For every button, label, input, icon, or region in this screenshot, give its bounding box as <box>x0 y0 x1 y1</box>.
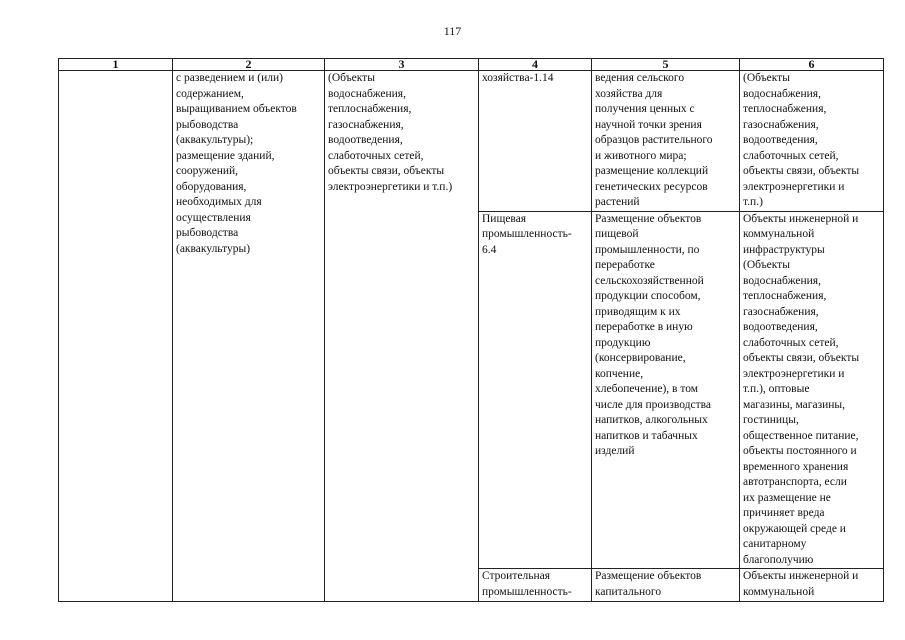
header-col-2: 2 <box>173 59 325 71</box>
cell-use-description: Размещение объектов капитального <box>592 569 740 602</box>
cell-auxiliary-objects: (Объекты водоснабжения, теплоснабжения, газоснабжения, водоотведения, слаботочных сетей, объекты связи, объекты электроэнергетики и т.п.) <box>325 71 479 602</box>
header-col-3: 3 <box>325 59 479 71</box>
header-col-5: 5 <box>592 59 740 71</box>
cell-permitted-use-description: с разведением и (или) содержанием, выращиванием объектов рыбоводства (аквакультуры); размещение зданий, сооружений, оборудования, необходимых для осуществления рыбоводства (аквакультуры) <box>173 71 325 602</box>
header-col-1: 1 <box>59 59 173 71</box>
cell-related-objects: Объекты инженерной и коммунальной <box>740 569 884 602</box>
cell-col1 <box>59 71 173 602</box>
cell-use-description: ведения сельского хозяйства для получения ценных с научной точки зрения образцов растительного и животного мира; размещение коллекций генетических ресурсов растений <box>592 71 740 212</box>
table-row <box>59 71 884 212</box>
cell-related-objects: (Объекты водоснабжения, теплоснабжения, газоснабжения, водоотведения, слаботочных сетей, объекты связи, объекты электроэнергетики и т.п.) <box>740 71 884 212</box>
cell-use-code: Строительная промышленность- <box>479 569 592 602</box>
header-col-4: 4 <box>479 59 592 71</box>
cell-use-code: хозяйства-1.14 <box>479 71 592 212</box>
cell-related-objects: Объекты инженерной и коммунальной инфраструктуры (Объекты водоснабжения, теплоснабжения, газоснабжения, водоотведения, слаботочных сетей, объекты связи, объекты электроэнергетики и т.п.), оптовые магазины, магазины, гостиницы, общественное питание, объекты постоянного и временного хранения автотранспорта, если их размещение не причиняет вреда окружающей среде и санитарному благополучию <box>740 211 884 569</box>
cell-use-code: Пищевая промышленность- 6.4 <box>479 211 592 569</box>
zoning-table <box>58 58 884 602</box>
header-row <box>59 59 884 71</box>
page-number: 117 <box>443 24 462 38</box>
header-col-6: 6 <box>740 59 884 71</box>
cell-use-description: Размещение объектов пищевой промышленности, по переработке сельскохозяйственной продукции способом, приводящим к их переработке в иную продукцию (консервирование, копчение, хлебопечение), в том числе для производства напитков, алкогольных напитков и табачных изделий <box>592 211 740 569</box>
